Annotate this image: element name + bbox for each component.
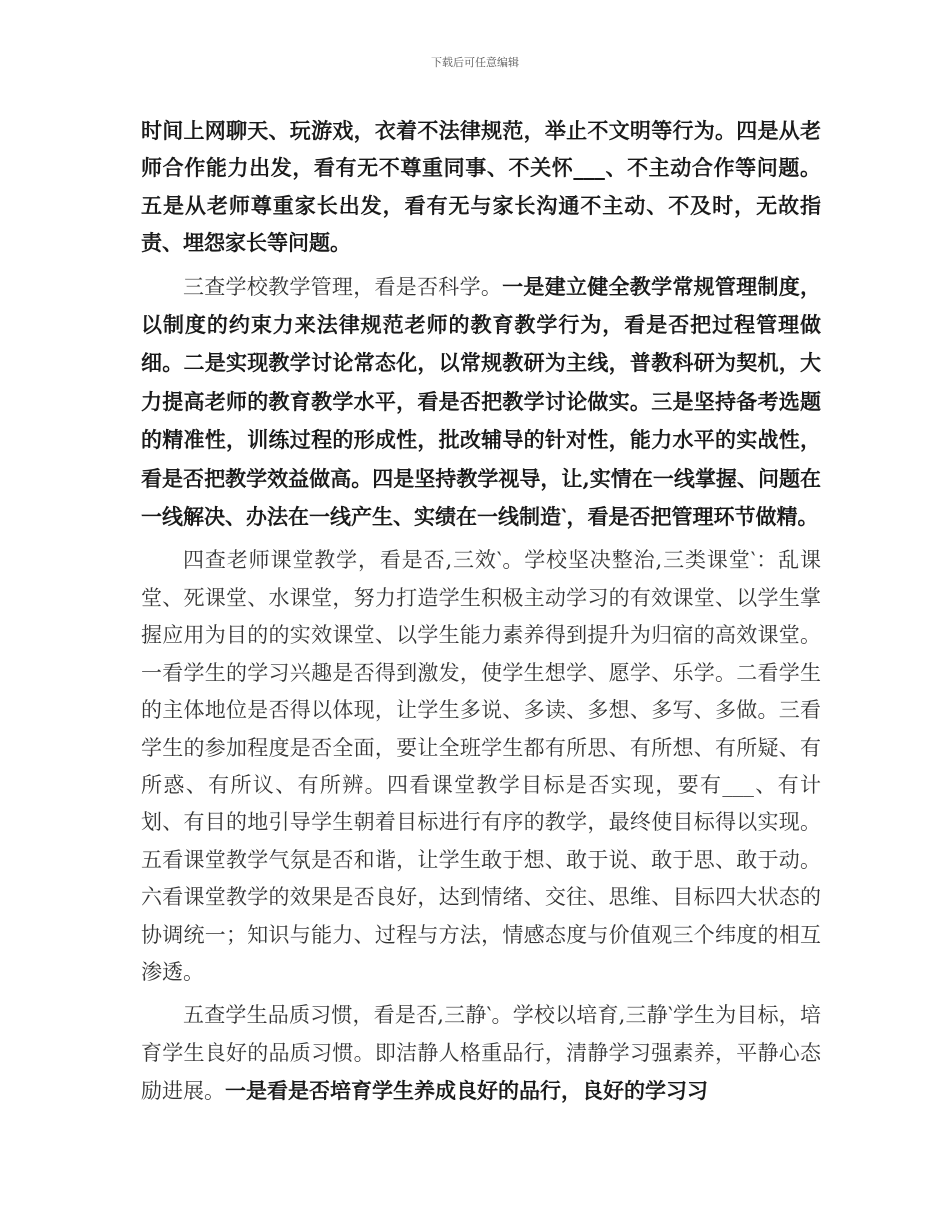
paragraph-2-body: 一是建立健全教学常规管理制度，以制度的约束力来法律规范老师的教育教学行为，看是否把过程管理做细。二是实现教学讨论常态化，以常规教研为主线，普教科研为契机，大力提高老师的教育教学水平，看是否把教学讨论做实。三是坚持备考选题的精准性，训练过程的形成性，批改辅导的针对性，能力水平的实战性，看是否把教学效益做高。四是坚持教学视导，让,实情在一线掌握、问题在一线解决、办法在一线产生、实绩在一线制造‵，看是否把管理环节做精。: [141, 273, 822, 530]
page-header: 下载后可任意编辑: [431, 56, 519, 69]
paragraph-4: [141, 997, 821, 1110]
paragraph-1: 时间上网聊天、玩游戏，衣着不法律规范，举止不文明等行为。四是从老师合作能力出发，看有无不尊重同事、不关怀___、不主动合作等问题。五是从老师尊重家长出发，看有无与家长沟通不主动、不及时，无故指责、埋怨家长等问题。: [141, 118, 821, 256]
document-body: [141, 112, 821, 1111]
paragraph-4-lead: 五查学生品质习惯，看是否,三静‵。学校以培育,三静‵学生为目标，培育学生良好的品质习惯。即洁静人格重品行，清静学习强素养，平静心态励进展。: [141, 1003, 821, 1104]
paragraph-3: 四查老师课堂教学，看是否,三效‵。学校坚决整治,三类课堂‵：乱课堂、死课堂、水课堂，努力打造学生积极主动学习的有效课堂、以学生掌握应用为目的的实效课堂、以学生能力素养得到提升为归宿的高效课堂。一看学生的学习兴趣是否得到激发，使学生想学、愿学、乐学。二看学生的主体地位是否得以体现，让学生多说、多读、多想、多写、多做。三看学生的参加程度是否全面，要让全班学生都有所思、有所想、有所疑、有所惑、有所议、有所辨。四看课堂教学目标是否实现，要有___、有计划、有目的地引导学生朝着目标进行有序的教学，最终使目标得以实现。五看课堂教学气氛是否和谐，让学生敢于想、敢于说、敢于思、敢于动。六看课堂教学的效果是否良好，达到情绪、交往、思维、目标四大状态的协调统一；知识与能力、过程与方法，情感态度与价值观三个纬度的相互渗透。: [141, 548, 821, 984]
paragraph-2-lead: 三查学校教学管理，看是否科学。: [183, 274, 503, 299]
paragraph-4-body: 一是看是否培育学生养成良好的品行，良好的学习习: [225, 1078, 708, 1104]
paragraph-2: [141, 268, 821, 537]
